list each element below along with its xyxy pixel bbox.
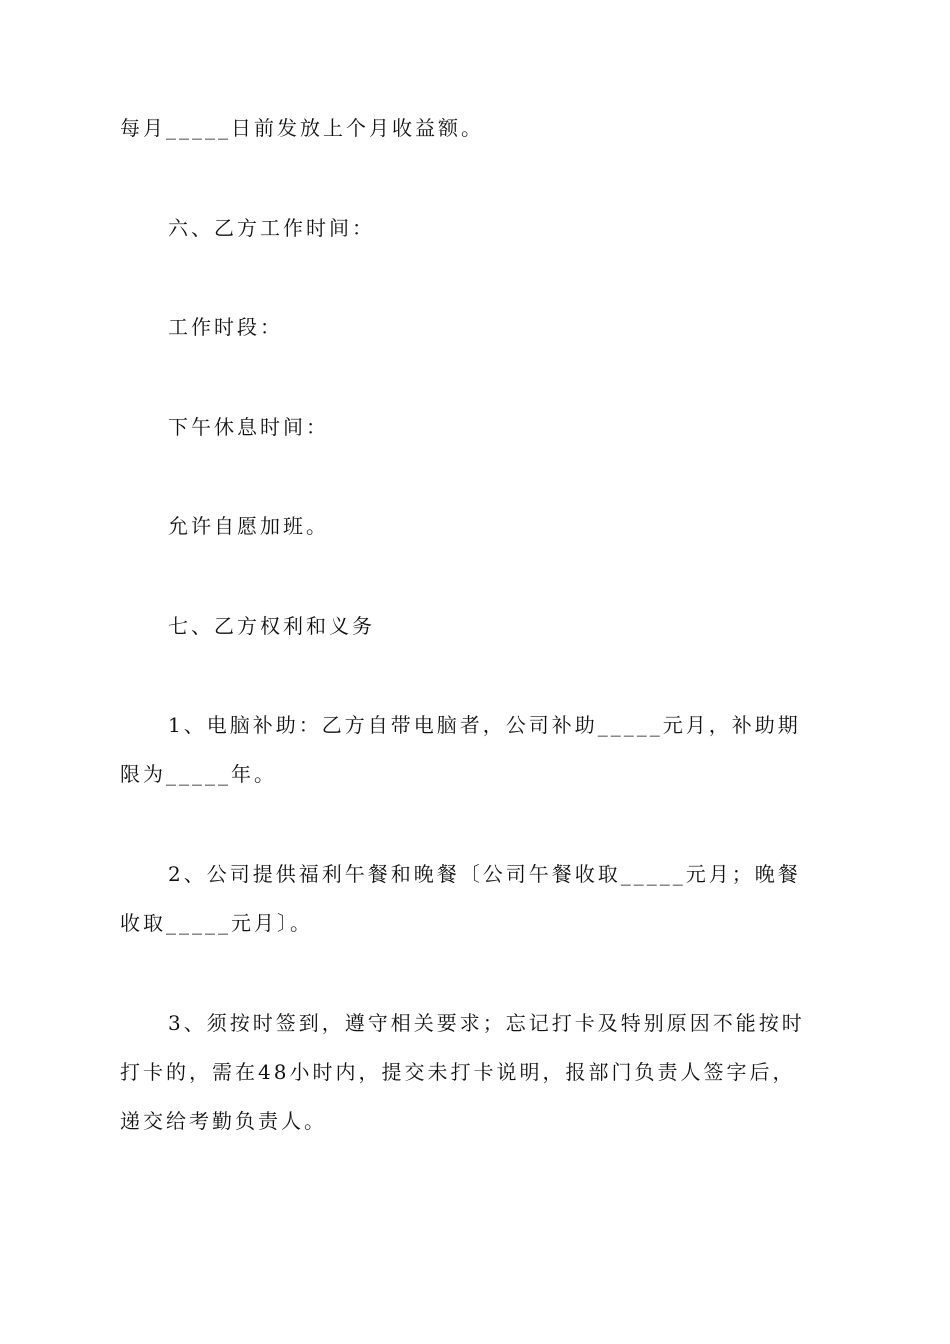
computer-subsidy-line-2: 限为_____年。: [120, 762, 277, 786]
afternoon-break-line: 下午休息时间：: [168, 415, 329, 439]
attendance-line-1: 3、须按时签到，遵守相关要求；忘记打卡及特别原因不能按时: [168, 1011, 805, 1035]
attendance-line-2: 打卡的，需在48小时内，提交未打卡说明，报部门负责人签字后，: [120, 1060, 796, 1084]
meals-line-2: 收取_____元月〕。: [120, 911, 313, 935]
meals-line-1: 2、公司提供福利午餐和晚餐〔公司午餐收取_____元月；晚餐: [168, 862, 801, 886]
computer-subsidy-line-1: 1、电脑补助：乙方自带电脑者，公司补助_____元月，补助期: [168, 713, 801, 737]
overtime-line: 允许自愿加班。: [168, 514, 329, 538]
attendance-line-3: 递交给考勤负责人。: [120, 1109, 327, 1133]
section-six-heading: 六、乙方工作时间：: [168, 216, 375, 240]
payment-date-paragraph: 每月_____日前发放上个月收益额。: [120, 116, 484, 140]
section-seven-heading: 七、乙方权利和义务: [168, 614, 375, 638]
work-hours-line: 工作时段：: [168, 315, 283, 339]
